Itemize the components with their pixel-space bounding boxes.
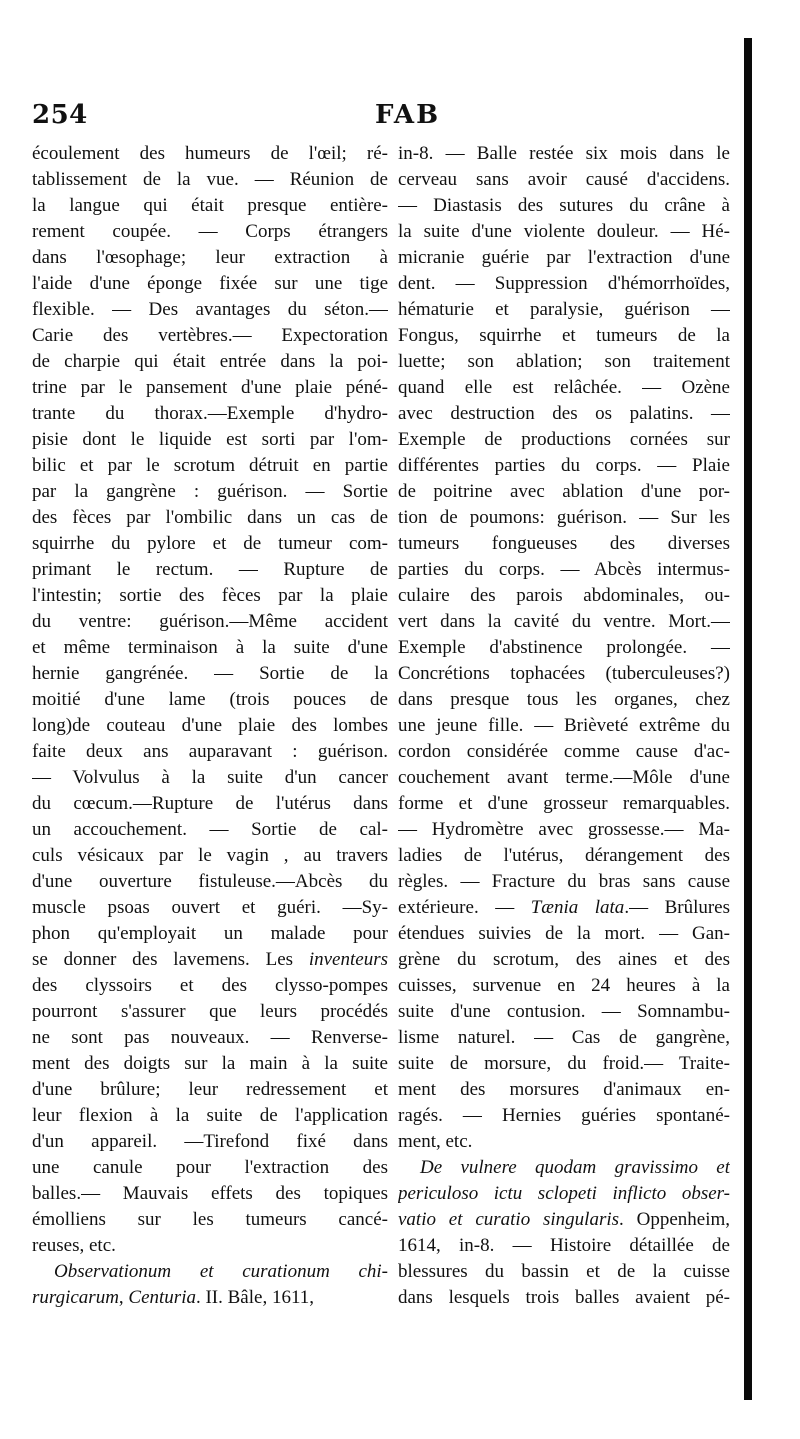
text-line: micranie guérie par l'extraction d'une <box>398 247 730 268</box>
italic-text: periculoso ictu sclopeti inflicto obser- <box>398 1183 730 1204</box>
page-number: 254 <box>32 100 88 130</box>
page-header <box>32 100 728 140</box>
text-line: du ventre: guérison.—Même accident <box>32 611 388 632</box>
text-line: de poitrine avec ablation d'une por- <box>398 481 730 502</box>
text-segment: . Oppenheim, <box>619 1209 730 1230</box>
text-line: d'une brûlure; leur redressement et <box>32 1079 388 1100</box>
text-segment: se donner des lavemens. Les <box>32 949 309 970</box>
text-line <box>32 1285 388 1311</box>
text-line: leur flexion à la suite de l'application <box>32 1105 388 1126</box>
text-line: vert dans la cavité du ventre. Mort.— <box>398 611 730 632</box>
text-line: parties du corps. — Abcès intermus- <box>398 559 730 580</box>
text-segment: . II. Bâle, 1611, <box>195 1287 315 1308</box>
text-line: cordon considérée comme cause d'ac- <box>398 741 730 762</box>
text-line: émolliens sur les tumeurs cancé- <box>32 1209 388 1230</box>
text-line: blessures du bassin et de la cuisse <box>398 1261 730 1282</box>
italic-text: vatio et curatio singularis <box>398 1209 620 1230</box>
text-line: ment des doigts sur la main à la suite <box>32 1053 388 1074</box>
text-line: règles. — Fracture du bras sans cause <box>398 871 730 892</box>
text-line: quand elle est relâchée. — Ozène <box>398 377 730 398</box>
text-line: du cœcum.—Rupture de l'utérus dans <box>32 793 388 814</box>
text-segment: extérieure. — <box>398 897 531 918</box>
text-line: bilic et par le scrotum détruit en partie <box>32 455 388 476</box>
text-line: grène du scrotum, des aines et des <box>398 949 730 970</box>
text-line: la langue qui était presque entière- <box>32 195 388 216</box>
text-line: avec destruction des os palatins. — <box>398 403 730 424</box>
text-line: et même terminaison à la suite d'une <box>32 637 388 658</box>
text-line: d'une ouverture fistuleuse.—Abcès du <box>32 871 388 892</box>
text-segment: .— Brûlures <box>624 897 730 918</box>
text-line: flexible. — Des avantages du séton.— <box>32 299 388 320</box>
text-line: étendues suivies de la mort. — Gan- <box>398 923 730 944</box>
text-line: luette; son ablation; son traitement <box>398 351 730 372</box>
text-line: d'un appareil. —Tirefond fixé dans <box>32 1131 388 1152</box>
text-line: ladies de l'utérus, dérangement des <box>398 845 730 866</box>
text-line: ment des morsures d'animaux en- <box>398 1079 730 1100</box>
text-line: différentes parties du corps. — Plaie <box>398 455 730 476</box>
text-line: suite d'une contusion. — Somnambu- <box>398 1001 730 1022</box>
italic-text: Centuria <box>128 1287 196 1308</box>
text-line: moitié d'une lame (trois pouces de <box>32 689 388 710</box>
text-line: des clyssoirs et des clysso-pompes <box>32 975 388 996</box>
text-line: forme et d'une grosseur remarquables. <box>398 793 730 814</box>
text-line: trine par le pansement d'une plaie péné- <box>32 377 388 398</box>
text-line: pisie dont le liquide est sorti par l'om- <box>32 429 388 450</box>
text-line: long)de couteau d'une plaie des lombes <box>32 715 388 736</box>
text-line: trante du thorax.—Exemple d'hydro- <box>32 403 388 424</box>
text-line: une jeune fille. — Brièveté extrême du <box>398 715 730 736</box>
text-line: pourront s'assurer que leurs procédés <box>32 1001 388 1022</box>
text-line: cerveau sans avoir causé d'accidens. <box>398 169 730 190</box>
running-head: FAB <box>375 100 441 130</box>
text-line: de charpie qui était entrée dans la poi- <box>32 351 388 372</box>
text-line: cuisses, survenue en 24 heures à la <box>398 975 730 996</box>
text-line: Concrétions tophacées (tuberculeuses?) <box>398 663 730 684</box>
italic-text: rurgicarum <box>32 1287 119 1308</box>
italic-text: De vulnere quodam gravissimo et <box>420 1157 730 1178</box>
text-line: hernie gangrénée. — Sortie de la <box>32 663 388 684</box>
text-line: dans presque tous les organes, chez <box>398 689 730 710</box>
text-line: hématurie et paralysie, guérison — <box>398 299 730 320</box>
text-line: une canule pour l'extraction des <box>32 1157 388 1178</box>
text-line: dans l'œsophage; leur extraction à <box>32 247 388 268</box>
text-line: Carie des vertèbres.— Expectoration <box>32 325 388 346</box>
italic-text: inventeurs <box>308 949 388 970</box>
text-line: Fongus, squirrhe et tumeurs de la <box>398 325 730 346</box>
text-line: dent. — Suppression d'hémorrhoïdes, <box>398 273 730 294</box>
text-line <box>32 947 388 973</box>
text-segment: , <box>118 1287 129 1308</box>
text-line: ragés. — Hernies guéries spontané- <box>398 1105 730 1126</box>
text-line: des fèces par l'ombilic dans un cas de <box>32 507 388 528</box>
text-line: muscle psoas ouvert et guéri. —Sy- <box>32 897 388 918</box>
italic-text: Tænia lata <box>530 897 625 918</box>
text-line: tablissement de la vue. — Réunion de <box>32 169 388 190</box>
text-line <box>32 1259 388 1285</box>
text-line: l'intestin; sortie des fèces par la plaie <box>32 585 388 606</box>
text-line: l'aide d'une éponge fixée sur une tige <box>32 273 388 294</box>
text-line: culaire des parois abdominales, ou- <box>398 585 730 606</box>
text-line: in-8. — Balle restée six mois dans le <box>398 143 730 164</box>
text-line: balles.— Mauvais effets des topiques <box>32 1183 388 1204</box>
text-line: reuses, etc. <box>32 1235 116 1256</box>
text-line: par la gangrène : guérison. — Sortie <box>32 481 388 502</box>
text-line: primant le rectum. — Rupture de <box>32 559 388 580</box>
text-line: — Volvulus à la suite d'un cancer <box>32 767 388 788</box>
text-line <box>398 895 730 921</box>
text-line: Exemple de productions cornées sur <box>398 429 730 450</box>
text-line: un accouchement. — Sortie de cal- <box>32 819 388 840</box>
text-line: dans lesquels trois balles avaient pé- <box>398 1287 730 1308</box>
text-line <box>398 1207 730 1233</box>
text-line: ne sont pas nouveaux. — Renverse- <box>32 1027 388 1048</box>
text-line: tumeurs fongueuses des diverses <box>398 533 730 554</box>
text-line: phon qu'employait un malade pour <box>32 923 388 944</box>
italic-text: Observationum et curationum chi- <box>54 1261 388 1282</box>
text-line: culs vésicaux par le vagin , au travers <box>32 845 388 866</box>
left-column <box>32 141 388 1311</box>
text-line: rement coupée. — Corps étrangers <box>32 221 388 242</box>
text-line: — Diastasis des sutures du crâne à <box>398 195 730 216</box>
text-line: 1614, in-8. — Histoire détaillée de <box>398 1235 730 1256</box>
text-line: Exemple d'abstinence prolongée. — <box>398 637 730 658</box>
text-line: ment, etc. <box>398 1131 473 1152</box>
text-line: écoulement des humeurs de l'œil; ré- <box>32 143 388 164</box>
right-column <box>398 141 730 1311</box>
text-line: suite de morsure, du froid.— Traite- <box>398 1053 730 1074</box>
text-line: couchement avant terme.—Môle d'une <box>398 767 730 788</box>
text-line <box>398 1181 730 1207</box>
text-line <box>398 1155 730 1181</box>
text-line: la suite d'une violente douleur. — Hé- <box>398 221 730 242</box>
text-line: faite deux ans auparavant : guérison. <box>32 741 388 762</box>
text-line: lisme naturel. — Cas de gangrène, <box>398 1027 730 1048</box>
text-line: squirrhe du pylore et de tumeur com- <box>32 533 388 554</box>
scan-edge-bar <box>744 38 752 1400</box>
text-line: — Hydromètre avec grossesse.— Ma- <box>398 819 730 840</box>
text-line: tion de poumons: guérison. — Sur les <box>398 507 730 528</box>
